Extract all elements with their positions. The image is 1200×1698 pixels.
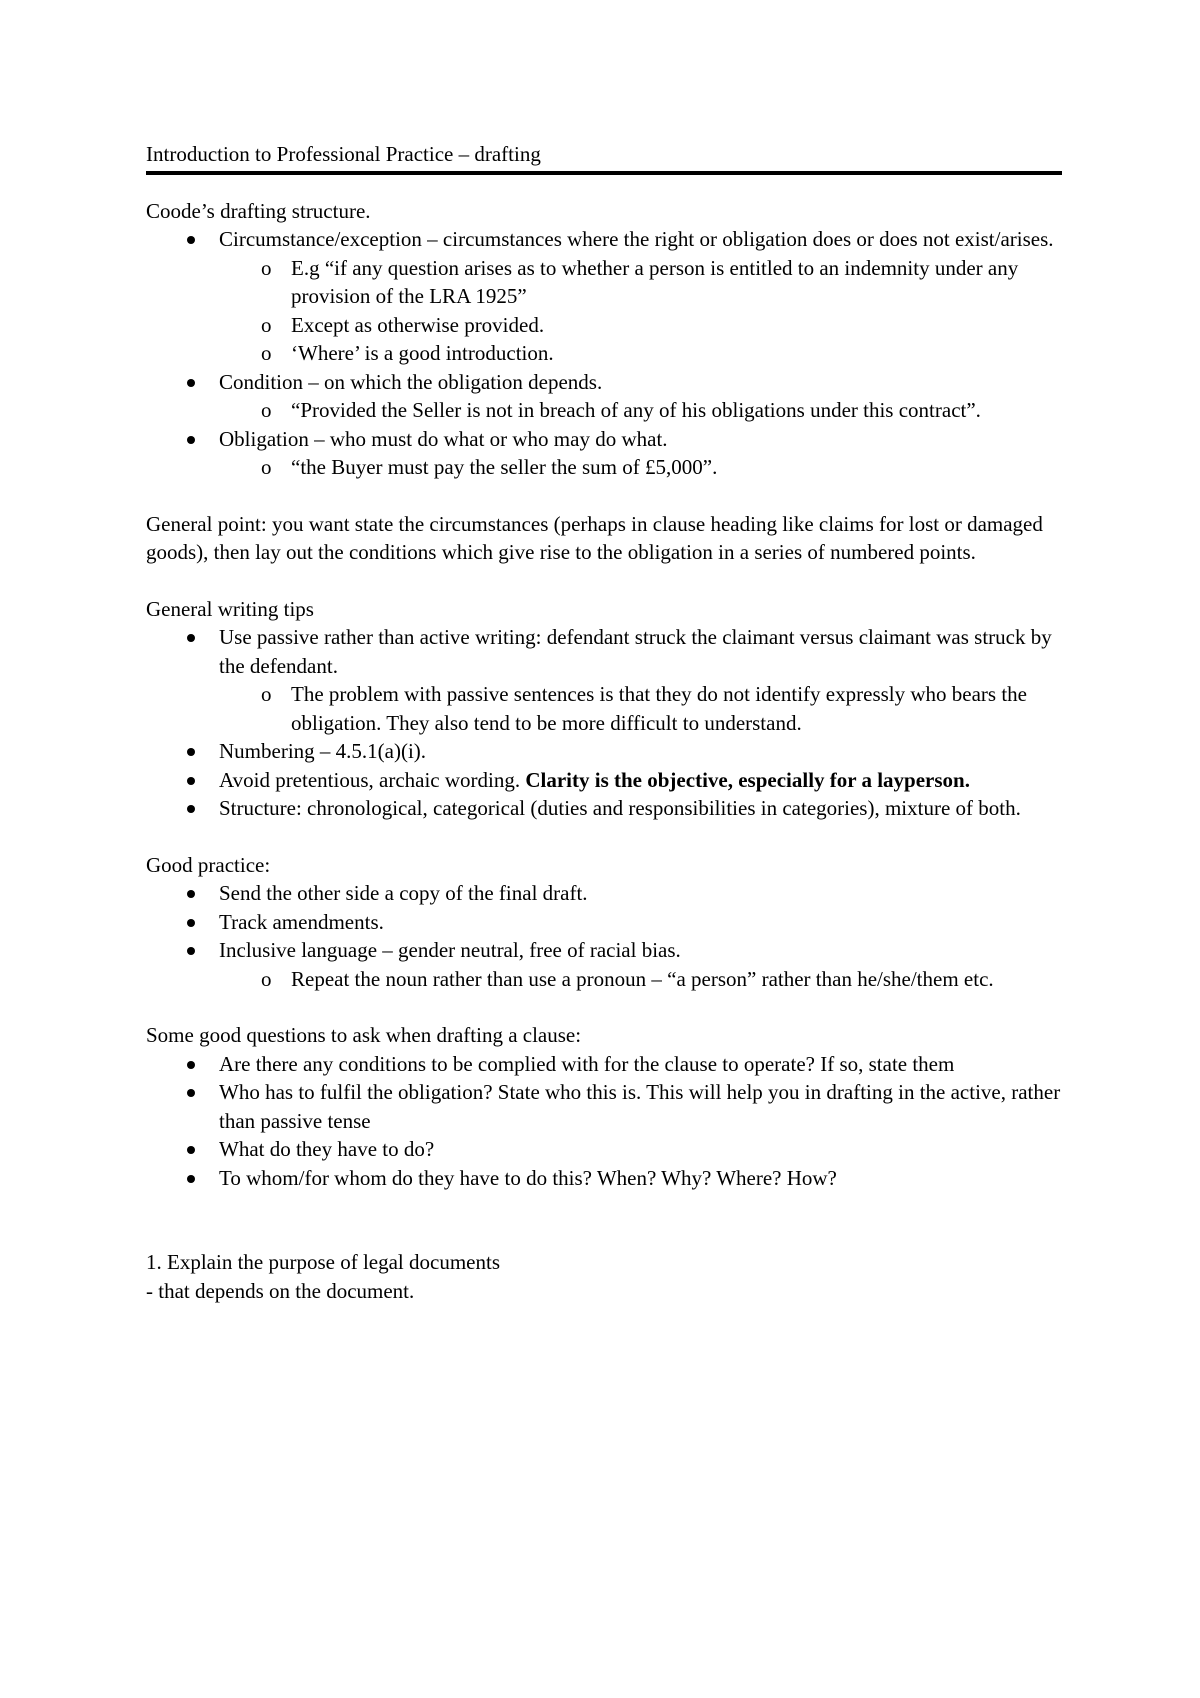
- obligation-sublist: [219, 453, 1062, 482]
- document-page: [146, 140, 1062, 1305]
- general-point-text: General point: you want state the circumstances (perhaps in clause heading like claims for lost or damaged goods), then lay out the conditions which give rise to the obligation in a series of numbered points.: [146, 511, 1043, 564]
- list-item: Who has to fulfil the obligation? State who this is. This will help you in drafting in the active, rather than passive tense: [146, 1078, 1062, 1135]
- circumstance-sublist: [219, 254, 1062, 368]
- good-practice-heading: Good practice:: [146, 852, 271, 877]
- list-item: [146, 225, 1062, 368]
- good-practice-list: [146, 879, 1062, 993]
- questions-heading: Some good questions to ask when drafting a clause:: [146, 1023, 582, 1047]
- passive-sublist: [219, 680, 1062, 737]
- questions-section: [146, 1021, 1062, 1192]
- list-item: o The problem with passive sentences is that they do not identify expressly who bears the obligation. They also tend to be more difficult to understand.: [219, 680, 1062, 737]
- list-item: o “the Buyer must pay the seller the sum of £5,000”.: [219, 453, 1062, 482]
- list-item: o “Provided the Seller is not in breach of any of his obligations under this contract”.: [219, 396, 1062, 425]
- writing-tips-section: [146, 595, 1062, 823]
- list-item: Structure: chronological, categorical (duties and responsibilities in categories), mixture of both.: [146, 794, 1062, 823]
- list-item: [146, 368, 1062, 425]
- list-item: o Except as otherwise provided.: [219, 311, 1062, 340]
- explain-heading: 1. Explain the purpose of legal documents: [146, 1250, 500, 1274]
- inclusive-text: Inclusive language – gender neutral, free of racial bias.: [219, 938, 681, 962]
- coode-list: [146, 225, 1062, 482]
- list-item: [146, 766, 1062, 795]
- list-item: o ‘Where’ is a good introduction.: [219, 339, 1062, 368]
- coode-section: [146, 197, 1062, 482]
- list-item: To whom/for whom do they have to do this? When? Why? Where? How?: [146, 1164, 1062, 1193]
- clarity-emphasis: Clarity is the objective, especially for a layperson.: [525, 767, 970, 792]
- explain-answer: - that depends on the document.: [146, 1278, 415, 1303]
- passive-text: Use passive rather than active writing: defendant struck the claimant versus claimant was struck by the defendant.: [219, 625, 1052, 678]
- list-item: [146, 623, 1062, 737]
- questions-list: [146, 1050, 1062, 1193]
- condition-text: Condition – on which the obligation depends.: [219, 369, 603, 394]
- avoid-text: Avoid pretentious, archaic wording.: [219, 767, 526, 792]
- list-item: What do they have to do?: [146, 1135, 1062, 1164]
- inclusive-sublist: [219, 965, 1062, 994]
- general-point-section: [146, 510, 1062, 567]
- list-item: Send the other side a copy of the final draft.: [146, 879, 1062, 908]
- list-item: [146, 425, 1062, 482]
- writing-tips-list: [146, 623, 1062, 823]
- document-title: Introduction to Professional Practice – drafting: [146, 140, 1062, 175]
- circumstance-text: Circumstance/exception – circumstances where the right or obligation does or does not exist/arises.: [219, 227, 1054, 251]
- list-item: o Repeat the noun rather than use a pronoun – “a person” rather than he/she/them etc.: [219, 965, 1062, 994]
- list-item: [146, 936, 1062, 993]
- writing-tips-heading: General writing tips: [146, 596, 314, 621]
- list-item: o E.g “if any question arises as to whether a person is entitled to an indemnity under any provision of the LRA 1925”: [219, 254, 1062, 311]
- list-item: Are there any conditions to be complied with for the clause to operate? If so, state them: [146, 1050, 1062, 1079]
- list-item: Numbering – 4.5.1(a)(i).: [146, 737, 1062, 766]
- explain-section: [146, 1248, 1062, 1305]
- good-practice-section: [146, 851, 1062, 994]
- obligation-text: Obligation – who must do what or who may do what.: [219, 426, 668, 451]
- list-item: Track amendments.: [146, 908, 1062, 937]
- condition-sublist: [219, 396, 1062, 425]
- coode-heading: Coode’s drafting structure.: [146, 198, 371, 223]
